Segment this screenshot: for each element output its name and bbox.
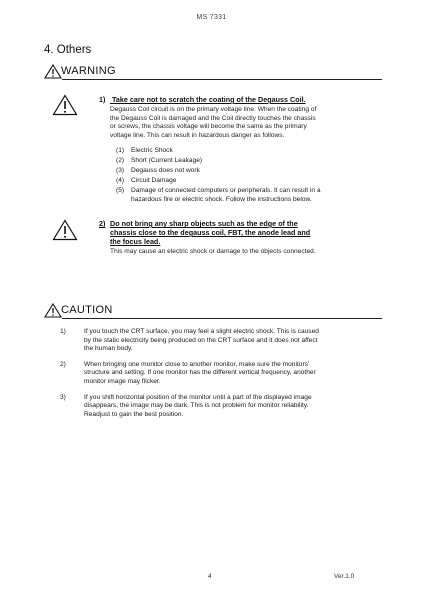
warning-rule: [62, 79, 382, 80]
warning-banner: [44, 63, 382, 81]
caution-banner: [44, 302, 382, 320]
hazard-list: [116, 147, 378, 206]
warning-item-1-heading-text: Take care not to scratch the coating of the Degauss Coil.: [112, 95, 306, 104]
version-label: Ver.1.0: [334, 573, 355, 580]
caution-triangle-icon: [44, 303, 62, 318]
caution-number: 1): [60, 328, 66, 335]
caution-line: structure and setting. If one monitor has the different vertical frequency, another: [84, 369, 316, 377]
page-number: 4: [208, 573, 212, 580]
warning-item-2-heading-text: [110, 219, 310, 246]
caution-list: [60, 328, 376, 419]
warning-item-1-body: [110, 106, 372, 140]
hazard-list-item: [116, 147, 378, 156]
caution-item: [60, 328, 376, 354]
heading-line: Do not bring any sharp objects such as the edge of the: [110, 219, 298, 228]
caution-rule: [62, 318, 382, 319]
body-line: Degauss Coil circuit is on the primary voltage line. When the coating of: [110, 106, 317, 113]
hazard-text: Circuit Damage: [131, 176, 177, 184]
warning-item-2-heading: [99, 219, 379, 246]
warning-item-1: [99, 95, 369, 104]
caution-line: disappears, the image may be dark. This is not problem for monitor reliability.: [84, 402, 309, 410]
caution-line: by the static electricity being produced on the CRT surface and it does not affect: [84, 336, 318, 344]
warning-item-1-number: 1): [99, 95, 106, 104]
body-line: the Degauss Coil is damaged and the Coil directly touches the chassis: [110, 114, 316, 122]
caution-text: [84, 361, 376, 387]
section-title: 4. Others: [44, 44, 92, 56]
warning-item-1-heading: [99, 95, 369, 104]
caution-line: If you touch the CRT surface, you may feel a slight electric shock. This is caused: [84, 328, 319, 335]
warning-item-2-number: 2): [99, 219, 106, 228]
caution-text: [84, 394, 376, 420]
hazard-number: (5): [116, 186, 125, 194]
caution-line: the human body.: [84, 345, 133, 353]
hazard-text-line: hazardous fire or electric shock. Follow the instructions below.: [131, 195, 312, 203]
caution-line: If you shift horizontal position of the monitor until a part of the displayed image: [84, 393, 312, 401]
heading-line: the focus lead.: [110, 237, 161, 246]
hazard-number: (3): [116, 166, 125, 174]
hazard-text: [131, 187, 378, 204]
caution-number: 3): [60, 393, 66, 401]
hazard-list-item: [116, 177, 378, 186]
heading-line: chassis close to the degauss coil, FBT, the anode lead and: [110, 228, 311, 237]
body-line: voltage line. This can result in hazardous danger as follows.: [110, 131, 285, 139]
body-line: or screws, the chassis voltage will become the same as the primary: [110, 123, 307, 131]
warning-item-2-body: This may cause an electric shock or damage to the objects connected.: [110, 248, 316, 255]
hazard-number: (1): [116, 147, 125, 154]
caution-item: [60, 361, 376, 387]
warning-item-2: [99, 219, 379, 257]
document-id: MS 7331: [196, 14, 227, 21]
warning-item-2-icon: [52, 219, 78, 241]
hazard-list-item: [116, 167, 378, 176]
warning-triangle-icon: [44, 64, 62, 79]
caution-text: [84, 328, 376, 354]
warning-item-1-icon: [52, 94, 78, 116]
hazard-number: (4): [116, 176, 125, 184]
hazard-text: Degauss does not work: [131, 166, 200, 174]
hazard-list-item: [116, 157, 378, 166]
hazard-text: Electric Shock: [131, 147, 173, 154]
caution-line: Readjust to gain the best position.: [84, 410, 184, 418]
caution-line: When bringing one monitor close to another monitor, make sure the monitors': [84, 360, 310, 368]
hazard-text: Short (Current Leakage): [131, 156, 203, 164]
caution-line: monitor image may flicker.: [84, 377, 161, 385]
hazard-list-item: [116, 187, 378, 204]
caution-item: [60, 394, 376, 420]
hazard-text-line: Damage of connected computers or peripherals. It can result in a: [131, 186, 321, 194]
caution-label: CAUTION: [61, 304, 113, 316]
hazard-number: (2): [116, 156, 125, 164]
caution-number: 2): [60, 360, 66, 368]
warning-label: WARNING: [61, 65, 116, 77]
